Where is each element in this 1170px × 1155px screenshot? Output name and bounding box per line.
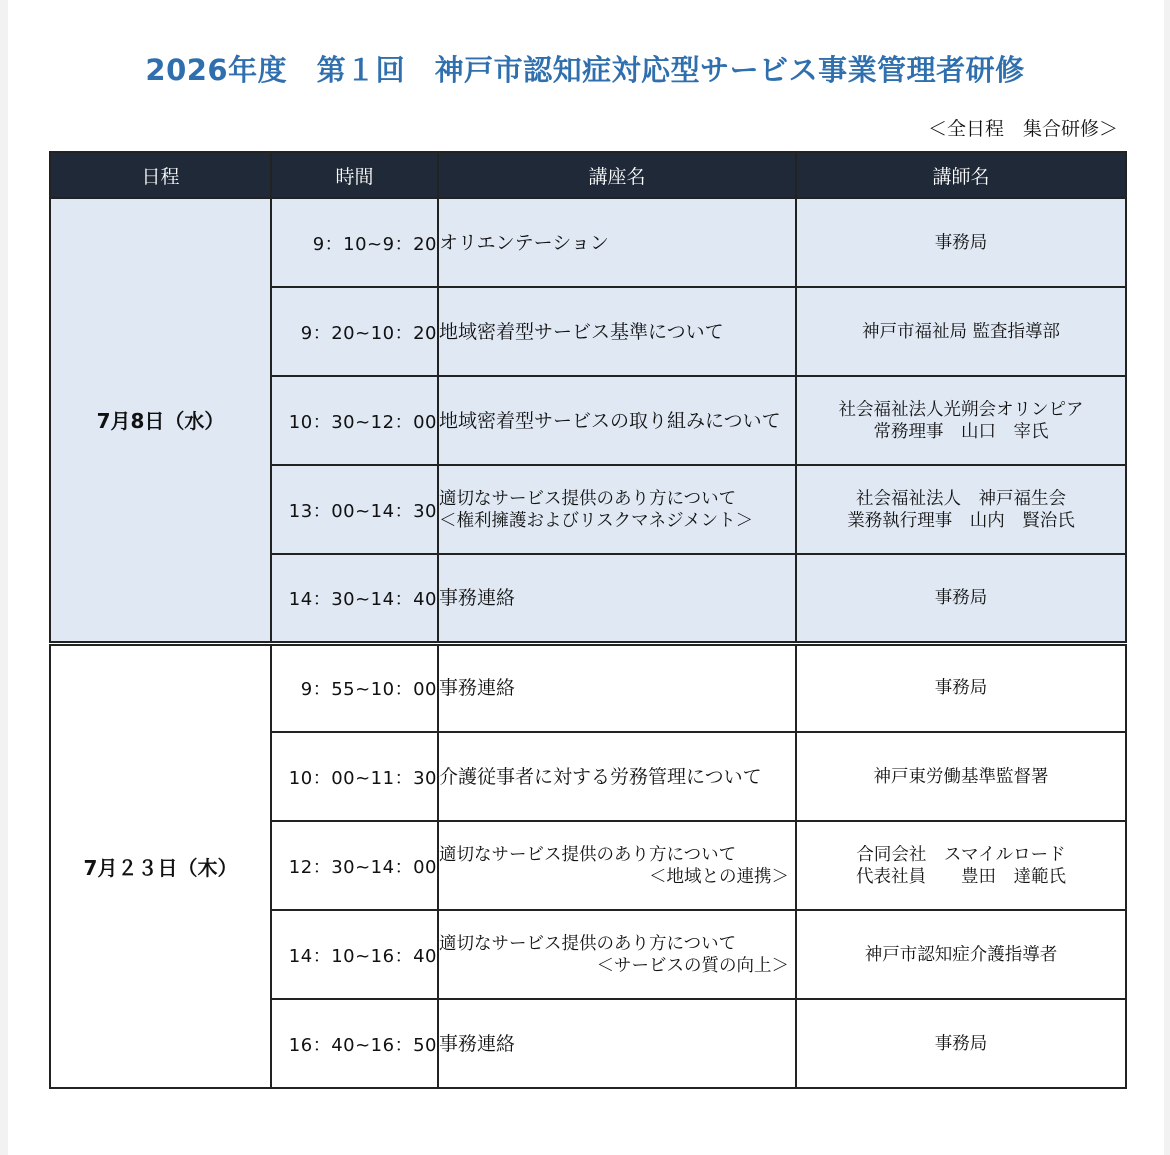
session-lecturer [796,465,1126,554]
session-course [438,465,796,554]
course-line: 事務連絡 [439,586,516,609]
session-lecturer [796,376,1126,465]
lecturer-line: 社会福祉法人 神戸福生会 [856,488,1066,509]
course-line: オリエンテーション [439,231,609,254]
session-course [438,287,796,376]
session-time: 9：10~9：20 [271,198,438,287]
course-subline: ＜権利擁護およびリスクマネジメント＞ [439,510,754,531]
course-line: 地域密着型サービス基準について [439,320,724,343]
course-line: 適切なサービス提供のあり方について [439,488,737,509]
header-date: 日程 [50,152,271,198]
session-course [438,643,796,732]
page-edge-left [0,0,8,1155]
course-line: 介護従事者に対する労務管理について [439,765,762,788]
lecturer-line: 事務局 [934,587,988,608]
session-course [438,910,796,999]
course-line: 事務連絡 [439,1032,516,1055]
session-lecturer [796,198,1126,287]
session-course [438,198,796,287]
header-course: 講座名 [438,152,796,198]
page-title: 2026年度 第１回 神戸市認知症対応型サービス事業管理者研修 [145,53,1025,87]
lecturer-line: 事務局 [934,1033,988,1054]
session-time: 14：30~14：40 [271,554,438,643]
session-lecturer [796,643,1126,732]
session-time: 10：30~12：00 [271,376,438,465]
session-lecturer [796,999,1126,1088]
session-lecturer [796,821,1126,910]
day-group-1 [50,198,1126,643]
session-time: 14：10~16：40 [271,910,438,999]
lecturer-line: 神戸東労働基準監督署 [873,766,1049,787]
lecturer-line: 社会福祉法人光朔会オリンピア [838,399,1084,420]
session-course [438,732,796,821]
lecturer-line: 神戸市福祉局 監査指導部 [861,321,1061,342]
lecturer-line: 神戸市認知症介護指導者 [864,944,1058,965]
session-time: 16：40~16：50 [271,999,438,1088]
day-date: 7月8日（水） [50,198,271,643]
page-subtitle: ＜全日程 集合研修＞ [927,118,1118,140]
session-lecturer [796,910,1126,999]
day-group-2 [50,643,1126,1088]
lecturer-line: 事務局 [934,678,988,699]
course-line: 適切なサービス提供のあり方について [439,933,737,954]
table-row [50,643,1126,732]
lecturer-line: 代表社員 豊田 達範氏 [856,866,1066,887]
session-course [438,554,796,643]
header-time: 時間 [271,152,438,198]
session-course [438,376,796,465]
lecturer-line: 事務局 [934,232,988,253]
session-time: 12：30~14：00 [271,821,438,910]
session-course [438,821,796,910]
schedule-table [49,151,1127,1089]
session-time: 9：55~10：00 [271,643,438,732]
header-lecturer: 講師名 [796,152,1126,198]
course-line: 事務連絡 [439,677,516,700]
session-course [438,999,796,1088]
course-line: 地域密着型サービスの取り組みについて [439,409,781,432]
session-lecturer [796,554,1126,643]
lecturer-line: 常務理事 山口 宰氏 [873,421,1049,442]
table-header [50,152,1126,198]
session-lecturer [796,287,1126,376]
page-edge-right [1164,0,1170,1155]
lecturer-line: 業務執行理事 山内 賢治氏 [847,510,1075,531]
table-row [50,198,1126,287]
course-line: 適切なサービス提供のあり方について [439,844,737,865]
session-time: 10：00~11：30 [271,732,438,821]
lecturer-line: 合同会社 スマイルロード [856,844,1066,865]
session-lecturer [796,732,1126,821]
day-date: 7月２３日（木） [50,643,271,1088]
course-subline: ＜サービスの質の向上＞ [596,955,789,976]
session-time: 13：00~14：30 [271,465,438,554]
course-subline: ＜地域との連携＞ [649,866,789,887]
session-time: 9：20~10：20 [271,287,438,376]
